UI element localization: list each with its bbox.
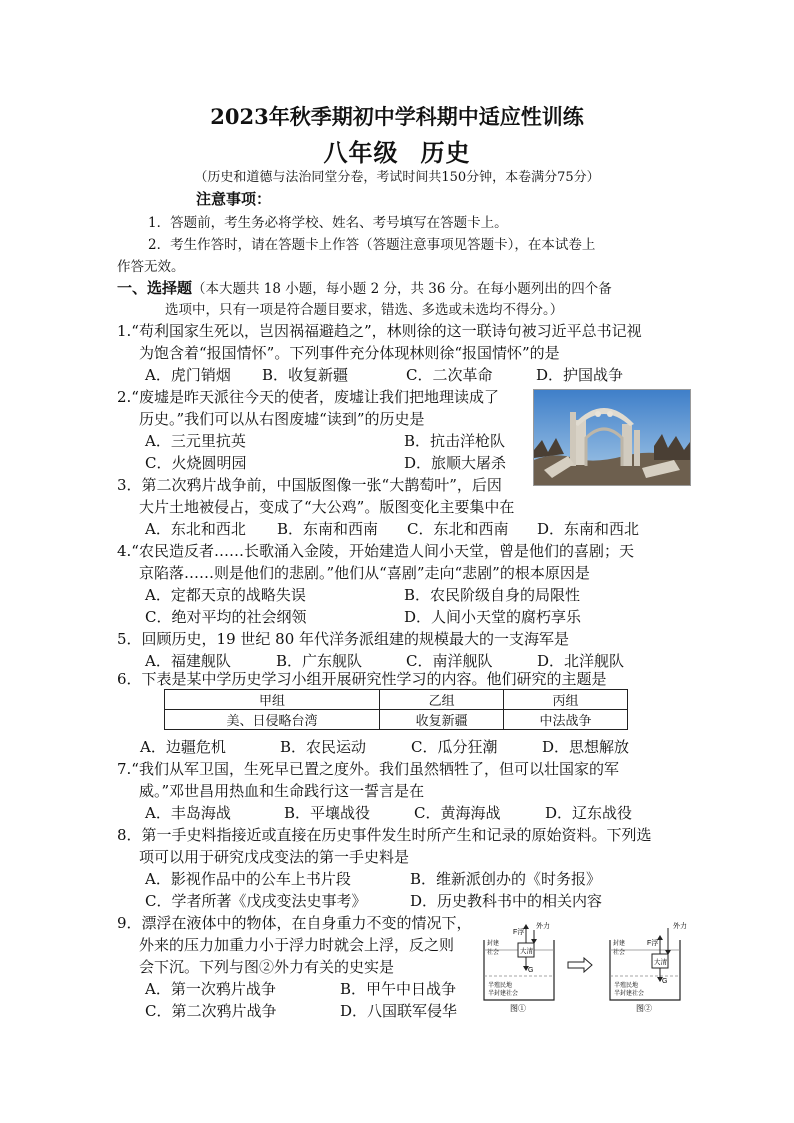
q4-stem: 4.“农民造反者……长歌涌入金陵，开始建造人间小天堂，曾是他们的喜剧；天	[117, 542, 634, 560]
q8-stem: 8．第一手史料指接近或直接在历史事件发生时所产生和记录的原始资料。下列选	[117, 826, 652, 844]
q3-option-d[interactable]: D．东南和西北	[537, 520, 640, 538]
q3-stem-cont: 大片土地被侵占，变成了“大公鸡”。版图变化主要集中在	[139, 498, 515, 516]
q9-stem-cont: 外来的压力加重力小于浮力时就会上浮，反之则	[139, 936, 455, 954]
q1-stem-cont: 为饱含着“报国情怀”。下列事件充分体现林则徐“报国情怀”的是	[139, 344, 560, 362]
q5-option-d[interactable]: D．北洋舰队	[537, 652, 625, 670]
table-header-cell: 丙组	[504, 690, 628, 710]
yuanmingyuan-ruins-photo	[533, 389, 691, 486]
q1-option-c[interactable]: C．二次革命	[406, 366, 493, 384]
q5-option-b[interactable]: B．广东舰队	[276, 652, 363, 670]
q2-option-a[interactable]: A．三元里抗英	[145, 432, 246, 450]
q4-option-c[interactable]: C．绝对平均的社会纲领	[145, 608, 307, 626]
gravity-label: G	[662, 978, 668, 985]
notice-item-2: 2．考生作答时，请在答题卡上作答（答题注意事项见答题卡），在本试卷上	[148, 237, 596, 253]
q4-option-b[interactable]: B．农民阶级自身的局限性	[404, 586, 581, 604]
q8-stem-cont: 项可以用于研究戊戌变法的第一手史料是	[139, 848, 410, 866]
q1-option-a[interactable]: A．虎门销烟	[145, 366, 231, 384]
q3-option-c[interactable]: C．东北和西南	[407, 520, 509, 538]
q5-option-a[interactable]: A．福建舰队	[145, 652, 231, 670]
q4-option-a[interactable]: A．定都天京的战略失误	[145, 586, 306, 604]
q2-stem: 2.“废墟是昨天派往今天的使者，废墟让我们把地理读成了	[117, 388, 499, 406]
external-force-label: 外力	[536, 923, 550, 930]
exam-title: 2023年秋季期初中学科期中适应性训练	[210, 104, 584, 129]
qing-label: 大清	[654, 959, 667, 966]
transition-arrow-icon	[568, 958, 592, 972]
feudal-label: 封建	[613, 941, 626, 947]
q8-option-a[interactable]: A．影视作品中的公车上书片段	[145, 870, 351, 888]
section-title: 一、选择题	[117, 279, 193, 297]
q7-option-b[interactable]: B．平壤战役	[284, 804, 371, 822]
q2-stem-cont: 历史。”我们可以从右图废墟“读到”的历史是	[139, 410, 425, 428]
section-desc: （本大题共 18 小题，每小题 2 分，共 36 分。在每小题列出的四个备	[192, 281, 612, 297]
buoyancy-label: F浮	[647, 940, 659, 947]
q6-option-a[interactable]: A．边疆危机	[140, 738, 226, 756]
semi-feudal-label: 半封建社会	[488, 991, 519, 997]
exam-note: （历史和道德与法治同堂分卷，考试时间共150分钟，本卷满分75分）	[194, 170, 600, 185]
feudal-label: 封建	[487, 941, 500, 947]
table-cell: 美、日侵略台湾	[165, 710, 380, 730]
figure-1	[484, 921, 554, 1013]
society-label: 社会	[487, 950, 500, 956]
q9-option-d[interactable]: D．八国联军侵华	[340, 1002, 458, 1020]
grade: 八年级	[323, 138, 399, 167]
table-cell: 中法战争	[504, 710, 628, 730]
q1-stem: 1.“苟利国家生死以，岂因祸福避趋之”，林则徐的这一联诗句被习近平总书记视	[117, 322, 642, 340]
q7-option-c[interactable]: C．黄海海战	[414, 804, 501, 822]
notice-item-2-cont: 作答无效。	[117, 259, 185, 275]
q9-stem-cont-2: 会下沉。下列与图②外力有关的史实是	[139, 958, 395, 976]
table-cell: 收复新疆	[380, 710, 504, 730]
buoyancy-label: F浮	[513, 929, 525, 936]
figure-2-label: 图②	[636, 1004, 652, 1013]
q1-option-d[interactable]: D．护国战争	[536, 366, 624, 384]
table-header-row	[165, 690, 628, 710]
q8-option-b[interactable]: B．维新派创办的《时务报》	[410, 870, 602, 888]
q6-option-c[interactable]: C．瓜分狂潮	[411, 738, 498, 756]
table-header-cell: 甲组	[165, 690, 380, 710]
q7-stem-cont: 威。”邓世昌用热血和生命践行这一誓言是在	[139, 782, 425, 800]
q5-stem: 5．回顾历史，19 世纪 80 年代洋务派组建的规模最大的一支海军是	[117, 630, 570, 648]
q3-stem: 3．第二次鸦片战争前，中国版图像一张“大鹊萄叶”，后因	[117, 476, 502, 494]
q9-option-a[interactable]: A．第一次鸦片战争	[145, 980, 276, 998]
q9-buoyancy-diagram	[480, 914, 695, 1014]
q2-option-d[interactable]: D．旅顺大屠杀	[404, 454, 507, 472]
external-force-label: 外力	[673, 923, 687, 930]
q7-option-a[interactable]: A．丰岛海战	[145, 804, 231, 822]
semi-feudal-label: 半封建社会	[614, 991, 645, 997]
q5-option-c[interactable]: C．南洋舰队	[406, 652, 493, 670]
q6-stem: 6．下表是某中学历史学习小组开展研究性学习的内容。他们研究的主题是	[117, 670, 607, 688]
q6-option-b[interactable]: B．农民运动	[280, 738, 367, 756]
qing-label: 大清	[520, 948, 533, 955]
society-label: 社会	[613, 950, 626, 956]
section-heading	[117, 277, 612, 298]
q4-stem-cont: 京陷落……则是他们的悲剧。”他们从“喜剧”走向“悲剧”的根本原因是	[139, 564, 590, 582]
q9-option-c[interactable]: C．第二次鸦片战争	[145, 1002, 277, 1020]
q2-option-b[interactable]: B．抗击洋枪队	[404, 432, 506, 450]
semi-colonial-label: 半殖民地	[614, 983, 639, 989]
q3-option-b[interactable]: B．东南和西南	[277, 520, 379, 538]
semi-colonial-label: 半殖民地	[488, 983, 513, 989]
figure-1-label: 图①	[510, 1004, 526, 1013]
table-row	[165, 710, 628, 730]
subject: 历史	[420, 138, 471, 167]
section-desc-cont: 选项中，只有一项是符合题目要求，错选、多选或未选均不得分。）	[165, 302, 564, 318]
q1-option-b[interactable]: B．收复新疆	[262, 366, 349, 384]
q8-option-c[interactable]: C．学者所著《戊戌变法史事考》	[145, 892, 367, 910]
grade-subject	[0, 133, 794, 168]
q7-stem: 7.“我们从军卫国，生死早已置之度外。我们虽然牺牲了，但可以壮国家的军	[117, 760, 619, 778]
table-header-cell: 乙组	[380, 690, 504, 710]
notice-item-1: 1．答题前，考生务必将学校、姓名、考号填写在答题卡上。	[148, 215, 508, 231]
figure-2	[610, 921, 687, 1013]
q7-option-d[interactable]: D．辽东战役	[545, 804, 633, 822]
gravity-label: G	[528, 967, 534, 974]
q9-option-b[interactable]: B．甲午中日战争	[340, 980, 457, 998]
q2-option-c[interactable]: C．火烧圆明园	[145, 454, 247, 472]
notice-heading: 注意事项：	[196, 190, 272, 208]
q4-option-d[interactable]: D．人间小天堂的腐朽享乐	[404, 608, 582, 626]
q6-table	[164, 689, 628, 730]
q3-option-a[interactable]: A．东北和西北	[145, 520, 246, 538]
q9-stem: 9．漂浮在液体中的物体，在自身重力不变的情况下，	[117, 914, 472, 932]
q8-option-d[interactable]: D．历史教科书中的相关内容	[410, 892, 603, 910]
q6-option-d[interactable]: D．思想解放	[542, 738, 630, 756]
